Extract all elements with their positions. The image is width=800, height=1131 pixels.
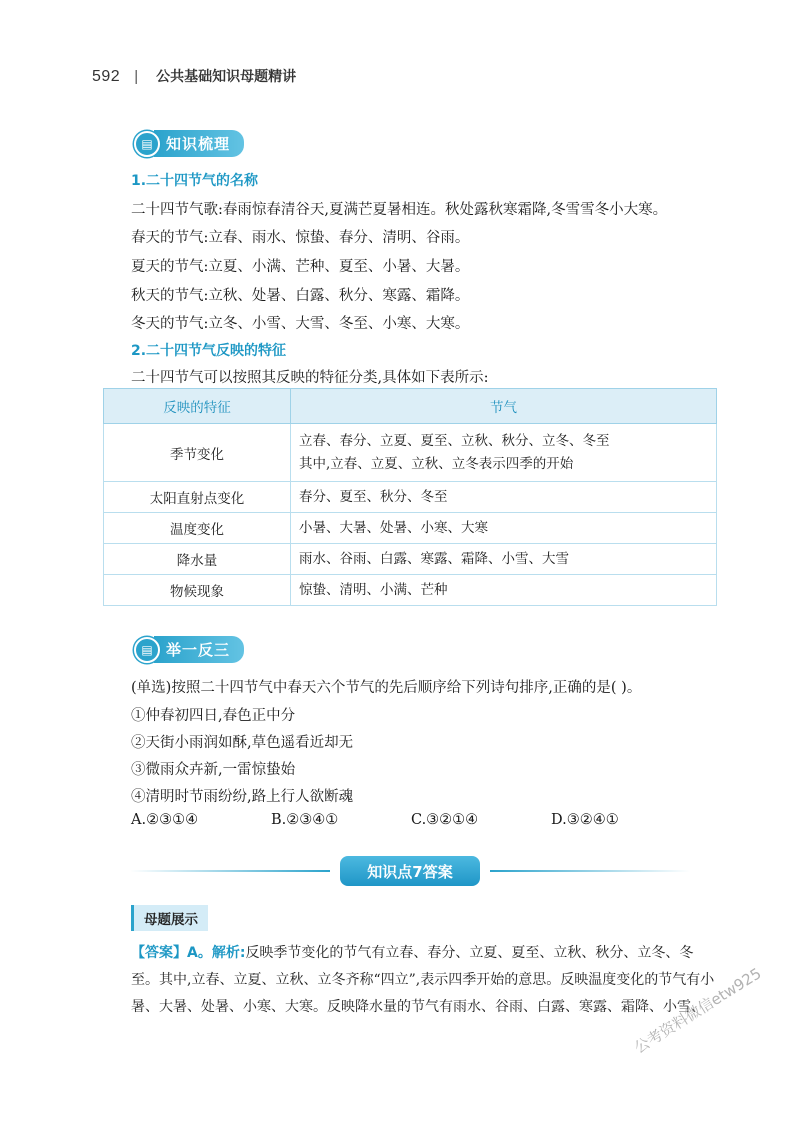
table-cell-feature: 物候现象 — [104, 575, 291, 606]
subheading-solar-term-features: 2.二十四节气反映的特征 — [131, 343, 287, 359]
table-cell-terms: 惊蛰、清明、小满、芒种 — [291, 575, 717, 606]
answer-banner-label: 知识点7答案 — [340, 856, 480, 886]
option-a: A.②③①④ — [131, 812, 199, 828]
document-icon: ▤ — [134, 637, 160, 663]
table-cell-terms — [291, 424, 717, 482]
answer-explanation — [131, 940, 719, 1021]
section-knowledge-title — [134, 130, 244, 157]
watermark: 公考资料微信etw925 — [631, 964, 765, 1057]
poem-line-1: ①仲春初四日,春色正中分 — [131, 708, 296, 724]
table-cell-feature: 太阳直射点变化 — [104, 482, 291, 513]
table-cell-feature: 温度变化 — [104, 513, 291, 544]
question-stem: (单选)按照二十四节气中春天六个节气的先后顺序给下列诗句排序,正确的是( )。 — [131, 680, 642, 696]
document-icon: ▤ — [134, 131, 160, 157]
winter-terms: 冬天的节气:立冬、小雪、大雪、冬至、小寒、大寒。 — [131, 316, 470, 332]
table-row — [104, 544, 717, 575]
table-header-feature: 反映的特征 — [104, 389, 291, 424]
table-row — [104, 575, 717, 606]
spring-terms: 春天的节气:立春、雨水、惊蛰、春分、清明、谷雨。 — [131, 230, 470, 246]
table-intro: 二十四节气可以按照其反映的特征分类,具体如下表所示: — [131, 370, 489, 386]
features-table — [103, 388, 717, 606]
table-cell-feature: 季节变化 — [104, 424, 291, 482]
poem-line-3: ③微雨众卉新,一雷惊蛰始 — [131, 762, 296, 778]
poem-line-4: ④清明时节雨纷纷,路上行人欲断魂 — [131, 789, 354, 805]
answer-banner — [130, 856, 690, 886]
banner-line-right — [490, 870, 690, 872]
table-cell-terms: 春分、夏至、秋分、冬至 — [291, 482, 717, 513]
table-cell-line: 立春、春分、立夏、夏至、立秋、秋分、立冬、冬至 — [299, 432, 610, 449]
answer-text: 反映季节变化的节气有立春、春分、立夏、夏至、立秋、秋分、立冬、冬至。其中,立春、立夏、立秋、立冬齐称“四立”,表示四季开始的意思。反映温度变化的节气有小暑、大暑、处暑、小寒、大寒。反映降水量的节气有雨水、谷雨、白露、寒露、霜降、小雪、 — [131, 945, 715, 1015]
section-practice-label: 举一反三 — [154, 636, 244, 663]
table-cell-line: 其中,立春、立夏、立秋、立冬表示四季的开始 — [299, 455, 574, 472]
autumn-terms: 秋天的节气:立秋、处暑、白露、秋分、寒露、霜降。 — [131, 288, 470, 304]
book-title: 公共基础知识母题精讲 — [156, 69, 297, 85]
table-cell-feature: 降水量 — [104, 544, 291, 575]
solar-term-song: 二十四节气歌:春雨惊春清谷天,夏满芒夏暑相连。秋处露秋寒霜降,冬雪雪冬小大寒。 — [131, 202, 668, 218]
table-row — [104, 513, 717, 544]
header-separator: | — [134, 68, 139, 85]
option-d: D.③②④① — [551, 812, 619, 828]
table-header-terms: 节气 — [291, 389, 717, 424]
banner-line-left — [130, 870, 330, 872]
page-header — [92, 66, 296, 86]
table-cell-terms: 小暑、大暑、处暑、小寒、大寒 — [291, 513, 717, 544]
table-cell-terms: 雨水、谷雨、白露、寒露、霜降、小雪、大雪 — [291, 544, 717, 575]
summer-terms: 夏天的节气:立夏、小满、芒种、夏至、小暑、大暑。 — [131, 259, 470, 275]
mother-question-title: 母题展示 — [131, 905, 208, 931]
answer-options — [131, 812, 691, 828]
option-c: C.③②①④ — [411, 812, 479, 828]
option-b: B.②③④① — [271, 812, 339, 828]
subheading-solar-term-names: 1.二十四节气的名称 — [131, 173, 259, 189]
table-row — [104, 482, 717, 513]
page-number: 592 — [92, 68, 121, 85]
poem-line-2: ②天街小雨润如酥,草色遥看近却无 — [131, 735, 354, 751]
answer-tag: 【答案】A。解析: — [131, 945, 246, 961]
section-knowledge-label: 知识梳理 — [154, 130, 244, 157]
table-row — [104, 424, 717, 482]
section-practice-title — [134, 636, 244, 663]
